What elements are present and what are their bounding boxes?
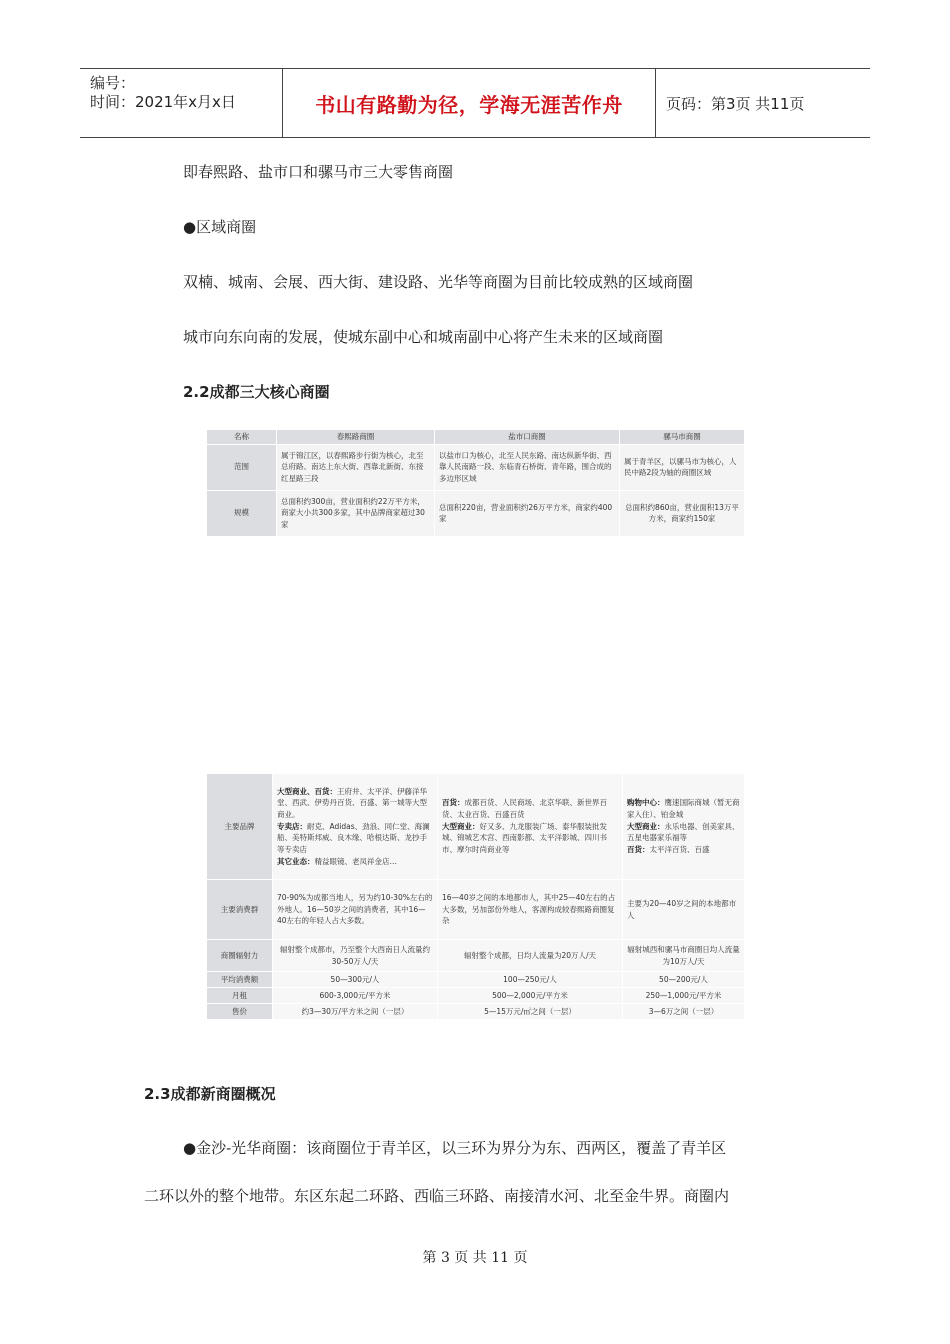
row-label: 售价 <box>207 1004 273 1020</box>
table-cell: 辐射整个成都，日均人流量为20万人/天 <box>438 940 623 972</box>
table-row-spend <box>207 972 745 988</box>
table-cell: 5—15万元/㎡之间（一层） <box>438 1004 623 1020</box>
table-cell: 50—300元/人 <box>273 972 438 988</box>
page-header <box>80 68 870 138</box>
brands-cell <box>438 774 623 880</box>
brand-category-label: 百货： <box>627 844 650 854</box>
table-row <box>207 444 745 490</box>
brands-cell <box>273 774 438 880</box>
document-time-label: 时间：2021年x月x日 <box>90 93 236 111</box>
row-label: 主要品牌 <box>207 774 273 880</box>
page-footer: 第 3 页 共 11 页 <box>422 1250 528 1266</box>
table-cell: 属于青羊区，以骡马市为核心，人民中路2段为轴的商圈区域 <box>620 444 745 490</box>
table-cell: 3—6万之间（一层） <box>623 1004 745 1020</box>
table-row-price <box>207 1004 745 1020</box>
table-cell: 辐射城西和骡马市商圈日均人流量为10万人/天 <box>623 940 745 972</box>
brand-list: 耐克、Adidas、劲浪、同仁堂、海澜船、美特斯邦威、良木缘、哈根达斯、龙抄手等专卖店 <box>277 821 430 854</box>
paragraph-future-districts: 城市向东向南的发展，使城东副中心和城南副中心将产生未来的区域商圈 <box>183 328 664 346</box>
table-cell: 600-3,000元/平方米 <box>273 988 438 1004</box>
brands-cell <box>623 774 745 880</box>
table-header-cell: 骡马市商圈 <box>620 430 745 445</box>
table-row <box>207 490 745 536</box>
brand-list: 永乐电器、创美家具、五星电器家乐福等 <box>627 821 740 843</box>
brand-list: 好又多、九龙服装广场、泰华服装批发城、锦城艺术宫、西南影都、太平洋影城、四川书市、摩尔时尚商业等 <box>442 821 607 854</box>
table-cell: 属于锦江区，以春熙路步行街为核心，北至总府路、南达上东大街、西靠北新街、东接红星路三段 <box>277 444 435 490</box>
row-label: 主要消费群 <box>207 880 273 940</box>
table-header-cell: 春熙路商圈 <box>277 430 435 445</box>
brand-category-label: 百货： <box>442 798 465 808</box>
row-label: 范围 <box>207 444 277 490</box>
header-page-cell <box>656 69 870 137</box>
section-heading-2-2: 2.2成都三大核心商圈 <box>183 383 330 401</box>
table-cell: 100—250元/人 <box>438 972 623 988</box>
table-cell: 约3—30万/平方米之间（一层） <box>273 1004 438 1020</box>
district-comparison-table <box>206 773 745 1020</box>
brand-category-label: 大型商业、百货： <box>277 786 337 796</box>
table-row-brands <box>207 774 745 880</box>
section-heading-2-3: 2.3成都新商圈概况 <box>144 1085 276 1103</box>
table-row-consumers <box>207 880 745 940</box>
brand-category-label: 大型商业： <box>442 821 480 831</box>
table-cell: 主要为20—40岁之间的本地都市人 <box>623 880 745 940</box>
brand-category-label: 大型商业： <box>627 821 665 831</box>
table-row-rent <box>207 988 745 1004</box>
paragraph-jinsha-guanghua: ●金沙-光华商圈：该商圈位于青羊区，以三环为界分为东、西两区，覆盖了青羊区 <box>183 1139 727 1157</box>
brand-category-label: 专卖店： <box>277 821 307 831</box>
row-label: 商圈辐射力 <box>207 940 273 972</box>
brand-list: 鹰速国际商城（暂无商家入住）、铂金城 <box>627 798 740 820</box>
table-cell: 70-90%为成都当地人，另为约10-30%左右的外地人。16—50岁之间的消费者，其中16—40左右的年轻人占大多数。 <box>273 880 438 940</box>
brand-list: 成都百货、人民商场、北京华联、新世界百货、太业百货、百盛百货 <box>442 798 607 820</box>
paragraph-jinsha-guanghua-cont: 二环以外的整个地带。东区东起二环路、西临三环路、南接清水河、北至金牛界。商圈内 <box>144 1187 730 1205</box>
header-motto: 书山有路勤为径，学海无涯苦作舟 <box>315 92 623 117</box>
table-cell: 500—2,000元/平方米 <box>438 988 623 1004</box>
row-label: 规模 <box>207 490 277 536</box>
header-meta-cell <box>80 69 283 137</box>
table-cell: 总面积约300亩，营业面积约22万平方米，商家大小共300多家，其中品牌商家超过30家 <box>277 490 435 536</box>
brand-category-label: 购物中心： <box>627 798 665 808</box>
table-cell: 总面积约860亩，营业面积13万平方米，商家约150家 <box>620 490 745 536</box>
paragraph-retail-districts: 即春熙路、盐市口和骡马市三大零售商圈 <box>183 163 454 181</box>
header-motto-cell <box>283 69 656 137</box>
table-header-cell: 名称 <box>207 430 277 445</box>
core-districts-table <box>206 429 745 537</box>
table-header-cell: 盐市口商圈 <box>435 430 620 445</box>
table-cell: 辐射整个成都市，乃至整个大西南日人流量约30-50万人/天 <box>273 940 438 972</box>
brand-list: 王府井、太平洋、伊藤洋华堂、西武、伊势丹百货、百盛、第一城等大型商业。 <box>277 786 427 820</box>
brand-category-label: 其它业态： <box>277 856 315 866</box>
table-cell: 250—1,000元/平方米 <box>623 988 745 1004</box>
table-row-reach <box>207 940 745 972</box>
table-cell: 50—200元/人 <box>623 972 745 988</box>
paragraph-regional-list: 双楠、城南、会展、西大街、建设路、光华等商圈为目前比较成熟的区域商圈 <box>183 273 694 291</box>
table-cell: 总面积220亩，营业面积约26万平方米，商家约400家 <box>435 490 620 536</box>
table-cell: 以盐市口为核心，北至人民东路、南达纵新华街、西靠人民南路一段、东临青石桥街、青年路，围合成的多边形区域 <box>435 444 620 490</box>
table-header-row <box>207 430 745 445</box>
row-label: 平均消费额 <box>207 972 273 988</box>
header-page-code: 页码：第3页 共11页 <box>666 94 805 113</box>
table-cell: 16—40岁之间的本地都市人，其中25—40左右的占大多数，另加部份外地人，客源构成较春熙路商圈复杂 <box>438 880 623 940</box>
brand-list: 太平洋百货、百盛 <box>649 844 710 854</box>
brand-list: 精益眼镜、老凤祥金店… <box>314 856 397 866</box>
paragraph-regional-heading: ●区域商圈 <box>183 218 257 236</box>
row-label: 月租 <box>207 988 273 1004</box>
document-number-label: 编号： <box>90 74 136 92</box>
